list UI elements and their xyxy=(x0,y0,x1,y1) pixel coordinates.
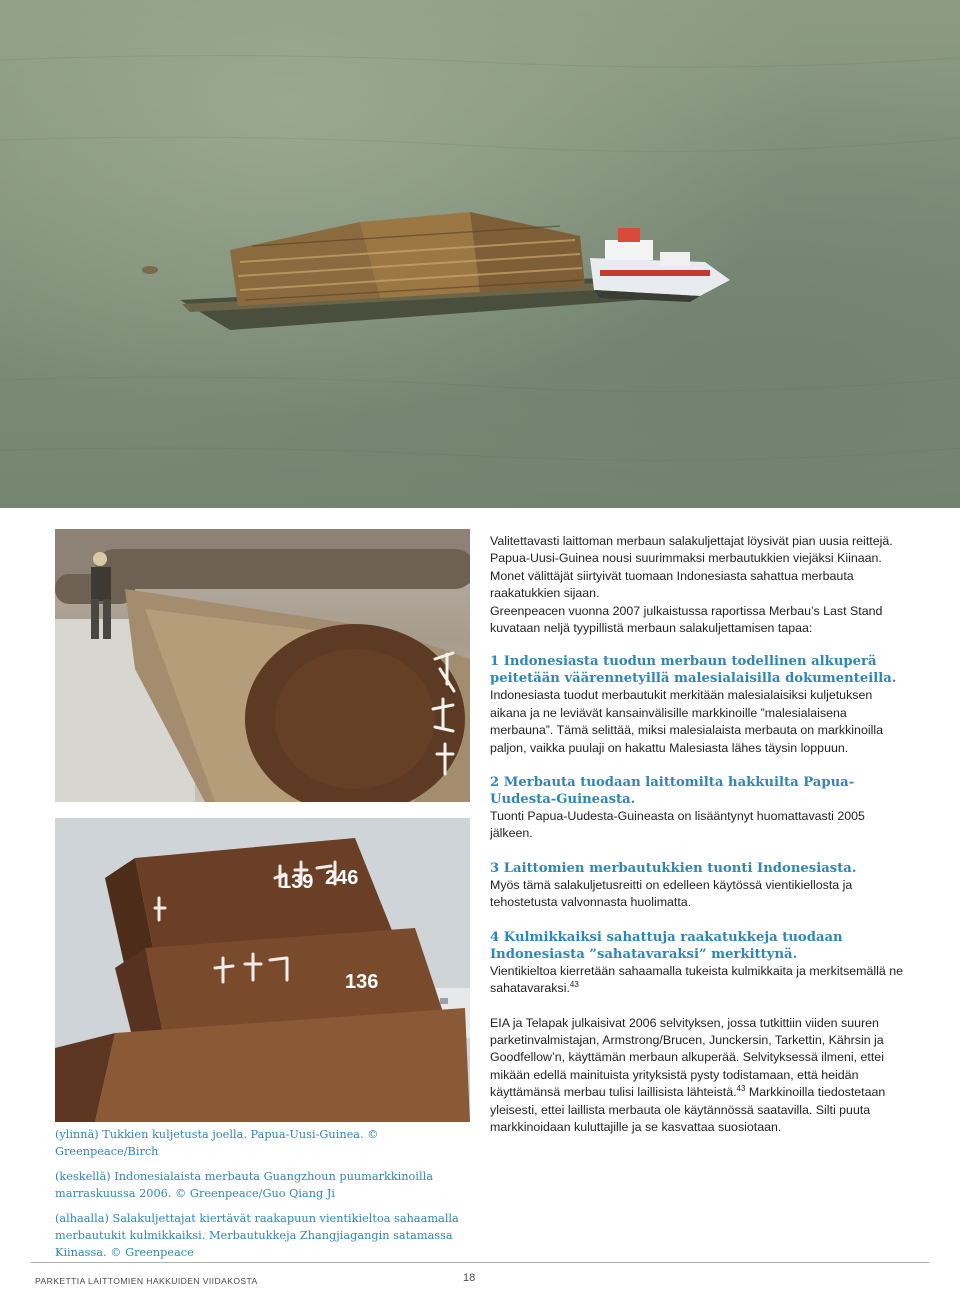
smuggling-method-1 xyxy=(490,653,910,757)
timber-mark-1: 139 xyxy=(280,871,314,893)
caption-middle-photo: (keskellä) Indonesialaista merbauta Guangzhoun puumarkkinoilla marraskuussa 2006. © Greenpeace/Guo Qiang Ji xyxy=(55,1170,433,1200)
smuggling-method-heading: 4 Kulmikkaiksi sahattuja raakatukkeja tuodaan Indonesiasta ”sahatavaraksi” merkittynä. xyxy=(490,929,843,962)
footnote-ref: 43 xyxy=(569,979,579,989)
photo-captions xyxy=(55,1127,470,1270)
smuggling-method-text-body: Vientikieltoa kierretään sahaamalla tukeista kulmikkaita ja merkitsemällä ne sahatavaraksi. xyxy=(490,963,903,996)
smuggling-method-heading: 3 Laittomien merbautukkien tuonti Indonesiasta. xyxy=(490,860,857,876)
footnote-ref: 43 xyxy=(736,1084,746,1093)
smuggling-method-text: Tuonti Papua-Uudesta-Guineasta on lisääntynyt huomattavasti 2005 jälkeen. xyxy=(490,809,865,841)
smuggling-method-3 xyxy=(490,860,910,912)
caption-top-photo: (ylinnä) Tukkien kuljetusta joella. Papua-Uusi-Guinea. © Greenpeace/Birch xyxy=(55,1128,379,1158)
smuggling-method-4 xyxy=(490,929,910,998)
footer-divider xyxy=(30,1262,930,1263)
timber-mark-3: 136 xyxy=(345,971,379,993)
closing-text-b: Markkinoilla tiedostetaan yleisesti, ettei laillista merbauta ole käytännössä saatavilla. Silti puuta markkinoidaan kuluttajille ja se kasvattaa suosiotaan. xyxy=(490,1085,886,1134)
photo-log-barge-river xyxy=(0,0,960,508)
smuggling-method-text: Indonesiasta tuodut merbautukit merkitään malesialaisiksi kuljetuksen aikana ja ne leviävät kansainvälisille markkinoille ”malesialaisena merbauna”. Tämä selittää, miksi malesialaista merbauta on markkinoilla paljon, vaikka puulaji on hakattu Malesiasta lähes täysin loppuun. xyxy=(490,688,883,755)
smuggling-method-heading: 2 Merbauta tuodaan laittomilta hakkuilta Papua-Uudesta-Guineasta. xyxy=(490,775,855,808)
closing-text-a: EIA ja Telapak julkaisivat 2006 selvityksen, jossa tutkittiin viiden suuren parketinvalmistajan, Armstrong/Brucen, Junckersin, Tarkettin, Kährsin ja Goodfellow’n, käyttämän merbaun alkuperää. Selvityksessä ilmeni, ettei mikään edellä mainituista yrityksistä pysty todistamaan, että heidän käyttämänsä merbau tulisi laillisista lähteistä. xyxy=(490,1015,884,1100)
closing-paragraph xyxy=(490,1015,910,1137)
smuggling-method-text xyxy=(490,963,910,998)
smuggling-method-text: Myös tämä salakuljetusreitti on edelleen käytössä vientikiellosta ja tehostetusta valvonnasta huolimatta. xyxy=(490,877,853,910)
article-body xyxy=(490,533,910,1136)
intro-paragraph-2: Greenpeacen vuonna 2007 julkaistussa raportissa Merbau’s Last Stand kuvataan neljä tyypillistä merbaun salakuljettamisen tapaa: xyxy=(490,603,883,636)
photo-squared-logs-harbour xyxy=(55,818,470,1122)
smuggling-method-2 xyxy=(490,774,910,843)
footer-publication-title: PARKETTIA LAITTOMIEN HAKKUIDEN VIIDAKOSTA xyxy=(35,1276,258,1286)
page-number: 18 xyxy=(463,1272,476,1284)
smuggling-method-heading: 1 Indonesiasta tuodun merbaun todellinen alkuperä peitetään väärennetyillä malesialaisilla dokumenteilla. xyxy=(490,654,897,687)
photo-merbau-market-logs xyxy=(55,529,470,802)
caption-bottom-photo: (alhaalla) Salakuljettajat kiertävät raakapuun vientikieltoa sahaamalla merbautukit kulmikkaiksi. Merbautukkeja Zhangjiagangin satamassa Kiinassa. © Greenpeace xyxy=(55,1212,459,1259)
timber-mark-2: 246 xyxy=(325,867,359,889)
intro-paragraph-1: Valitettavasti laittoman merbaun salakuljettajat löysivät pian uusia reittejä. Papua-Uusi-Guinea nousi suurimmaksi merbautukkien viejäksi Kiinaan. Monet välittäjät siirtyivät tuomaan Indonesiasta sahattua merbauta raakatukkien sijaan. xyxy=(490,534,893,601)
